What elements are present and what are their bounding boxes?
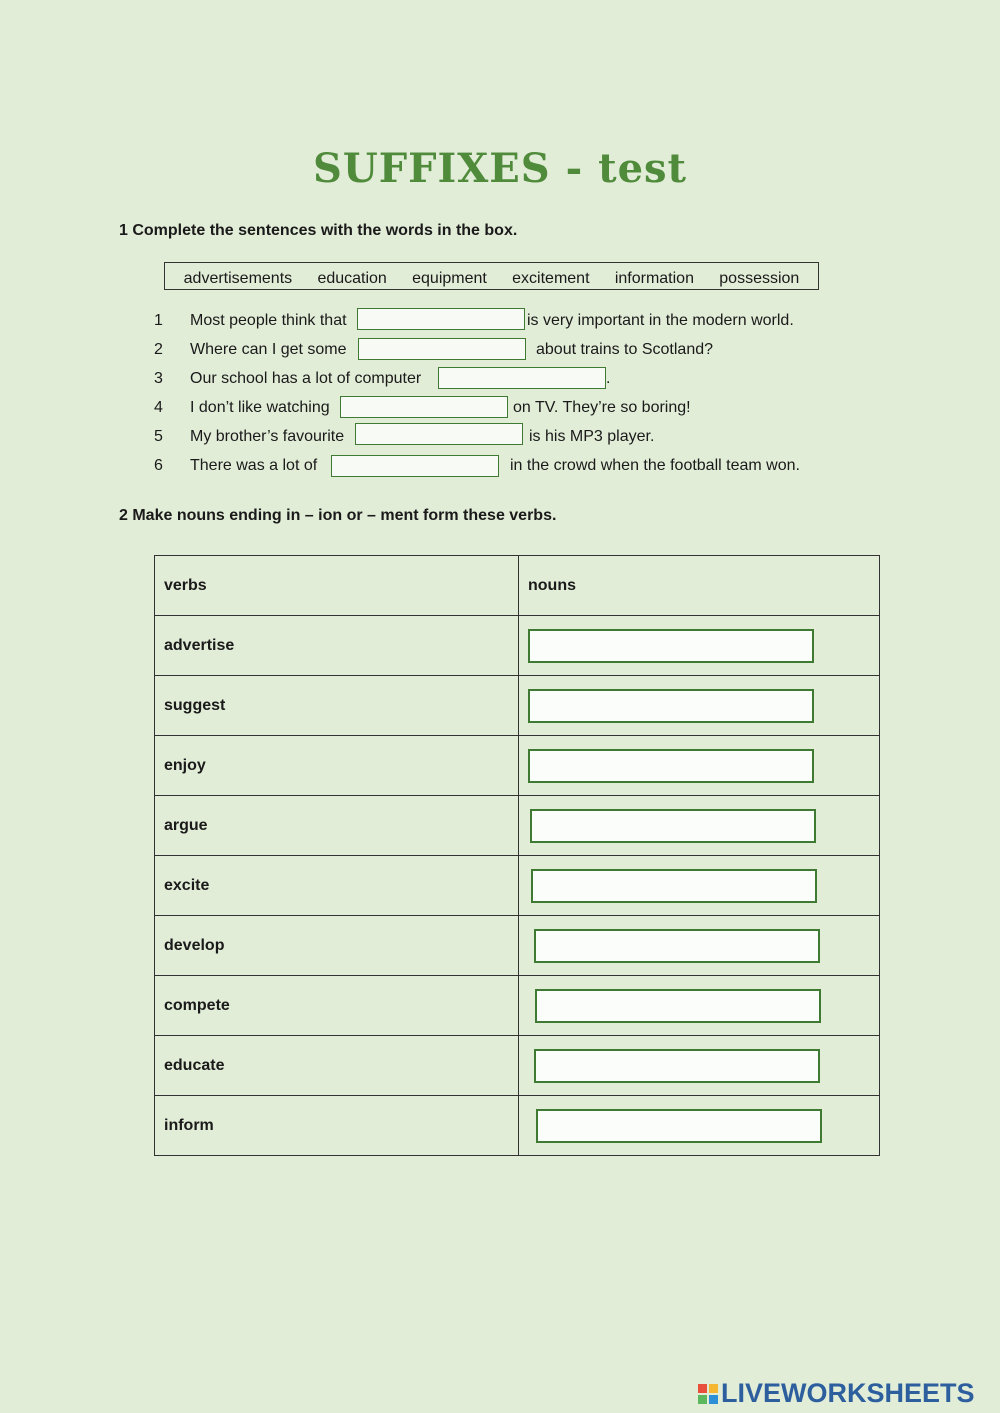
table-row	[155, 676, 880, 736]
sentence-before: Most people think that	[190, 312, 347, 329]
sentence-before: Where can I get some	[190, 341, 347, 358]
noun-cell	[519, 856, 880, 916]
answer-input-3[interactable]	[438, 367, 606, 389]
answer-input-5[interactable]	[355, 423, 523, 445]
sentence-before: Our school has a lot of computer	[190, 370, 422, 387]
sentence-after: on TV. They’re so boring!	[513, 399, 691, 416]
liveworksheets-logo[interactable]	[698, 1378, 975, 1409]
sentence-after: .	[606, 370, 611, 387]
table-row	[155, 796, 880, 856]
table-row	[155, 616, 880, 676]
table-row	[155, 736, 880, 796]
word-box	[164, 262, 819, 290]
noun-input-inform[interactable]	[536, 1109, 822, 1143]
noun-cell	[519, 676, 880, 736]
verb-cell: inform	[155, 1096, 519, 1156]
table-row	[155, 1036, 880, 1096]
word-box-item: equipment	[412, 270, 487, 287]
table-row	[155, 856, 880, 916]
verb-cell: educate	[155, 1036, 519, 1096]
exercise-2-heading: 2 Make nouns ending in – ion or – ment form these verbs.	[119, 507, 557, 524]
verb-cell: develop	[155, 916, 519, 976]
noun-input-excite[interactable]	[531, 869, 817, 903]
noun-input-compete[interactable]	[535, 989, 821, 1023]
noun-cell	[519, 616, 880, 676]
sentence-after: about trains to Scotland?	[536, 341, 714, 358]
answer-input-6[interactable]	[331, 455, 499, 477]
noun-cell	[519, 736, 880, 796]
noun-input-develop[interactable]	[534, 929, 820, 963]
answer-input-2[interactable]	[358, 338, 526, 360]
verb-cell: excite	[155, 856, 519, 916]
verb-cell: argue	[155, 796, 519, 856]
sentence-before: There was a lot of	[190, 457, 318, 474]
table-row	[155, 916, 880, 976]
noun-cell	[519, 1036, 880, 1096]
sentence-number: 4	[154, 399, 163, 416]
brand-name: LIVEWORKSHEETS	[721, 1378, 975, 1408]
word-box-item: education	[317, 270, 387, 287]
sentence-number: 5	[154, 428, 163, 445]
liveworksheets-logo-icon	[698, 1384, 718, 1404]
answer-input-4[interactable]	[340, 396, 508, 418]
exercise-1-heading: 1 Complete the sentences with the words in the box.	[119, 222, 518, 239]
sentence-number: 3	[154, 370, 163, 387]
noun-cell	[519, 1096, 880, 1156]
table-row	[155, 976, 880, 1036]
noun-cell	[519, 916, 880, 976]
noun-input-enjoy[interactable]	[528, 749, 814, 783]
table-header-row	[155, 556, 880, 616]
sentence-number: 1	[154, 312, 163, 329]
page-title: SUFFIXES - test	[312, 145, 688, 192]
word-box-item: possession	[719, 270, 800, 287]
noun-input-advertise[interactable]	[528, 629, 814, 663]
sentence-after: is very important in the modern world.	[527, 312, 794, 329]
table-row	[155, 1096, 880, 1156]
sentence-before: I don’t like watching	[190, 399, 330, 416]
noun-input-argue[interactable]	[530, 809, 816, 843]
noun-input-suggest[interactable]	[528, 689, 814, 723]
word-box-item: information	[614, 270, 694, 287]
verbs-nouns-table	[154, 555, 880, 1156]
verb-cell: advertise	[155, 616, 519, 676]
column-header-verbs: verbs	[155, 556, 519, 616]
noun-cell	[519, 976, 880, 1036]
answer-input-1[interactable]	[357, 308, 525, 330]
verb-cell: compete	[155, 976, 519, 1036]
word-box-item: excitement	[512, 270, 590, 287]
sentence-before: My brother’s favourite	[190, 428, 345, 445]
verb-cell: suggest	[155, 676, 519, 736]
noun-input-educate[interactable]	[534, 1049, 820, 1083]
sentence-after: is his MP3 player.	[529, 428, 655, 445]
column-header-nouns: nouns	[519, 556, 880, 616]
word-box-item: advertisements	[183, 270, 293, 287]
sentence-number: 6	[154, 457, 163, 474]
sentence-number: 2	[154, 341, 163, 358]
sentence-after: in the crowd when the football team won.	[510, 457, 800, 474]
verb-cell: enjoy	[155, 736, 519, 796]
noun-cell	[519, 796, 880, 856]
